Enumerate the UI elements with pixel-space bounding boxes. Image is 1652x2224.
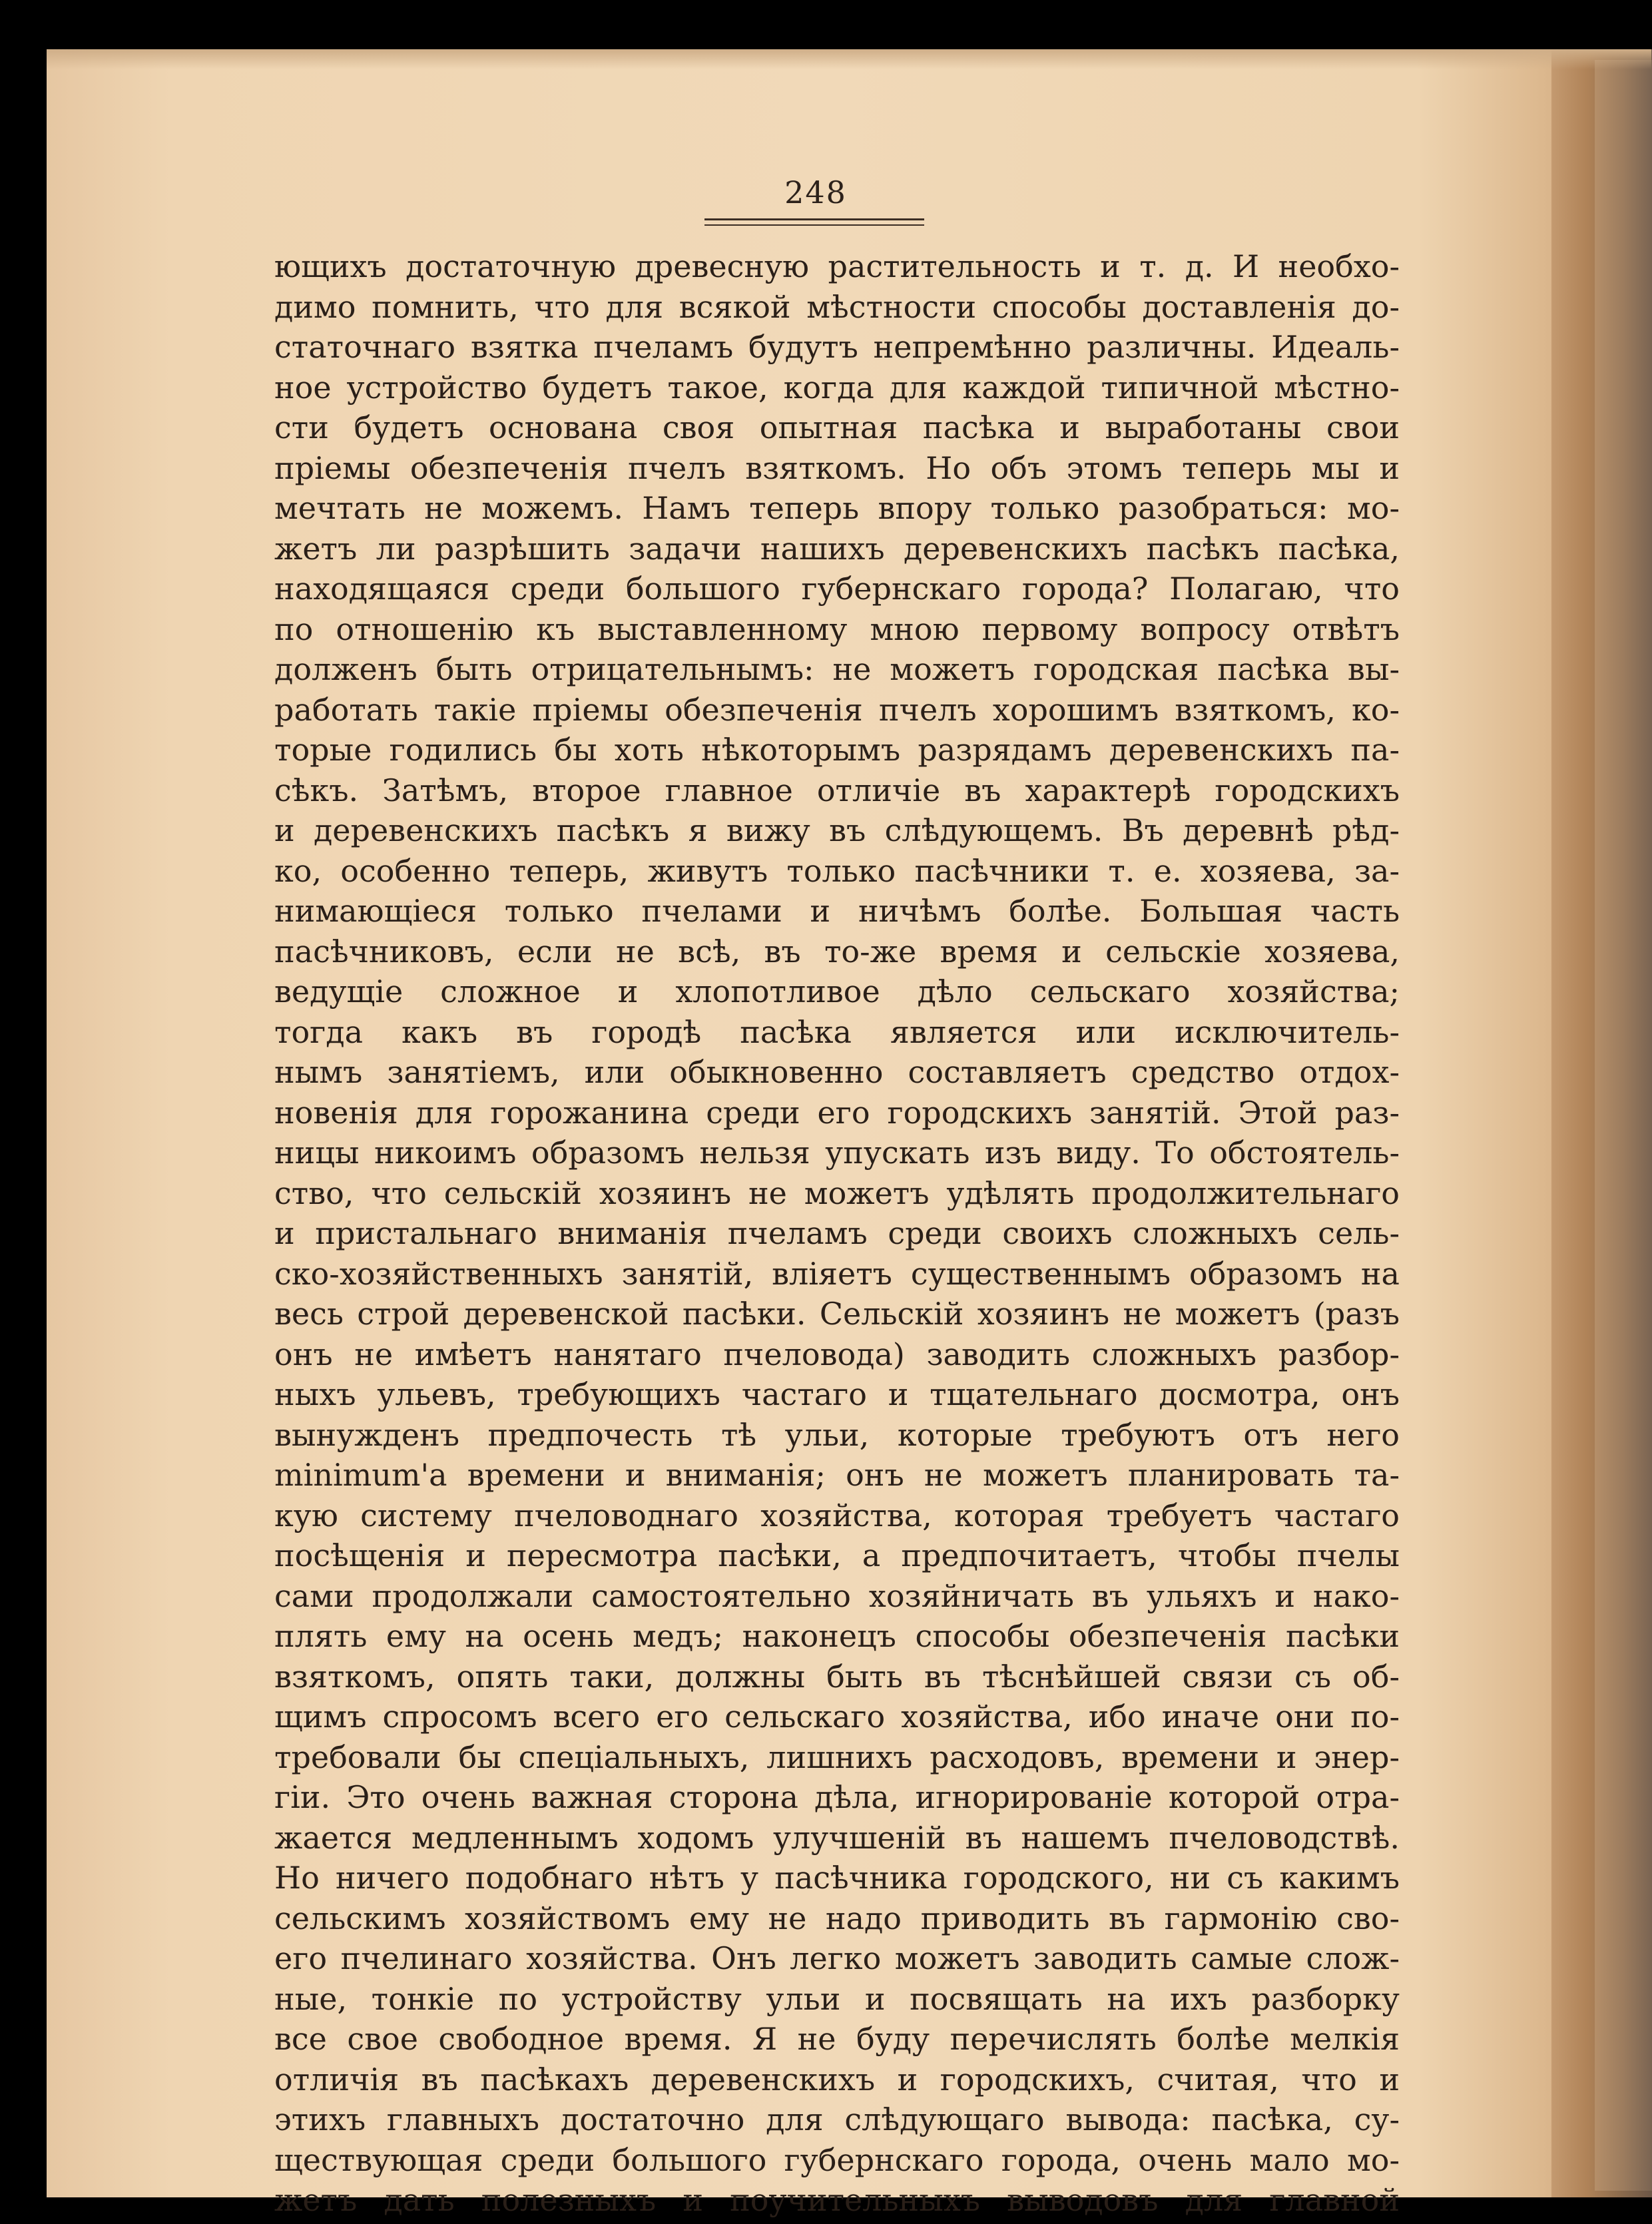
text-line: этихъ главныхъ достаточно для слѣдующаго вывода: пасѣка, су- <box>274 2101 1400 2137</box>
text-line: ство, что сельскій хозяинъ не можетъ удѣлять продолжительнаго <box>274 1175 1400 1211</box>
text-line: пріемы обезпеченія пчелъ взяткомъ. Но объ этомъ теперь мы и <box>274 449 1400 486</box>
text-line: minimum'а времени и вниманія; онъ не можетъ планировать та- <box>274 1457 1400 1493</box>
text-line: ко, особенно теперь, живутъ только пасѣчники т. е. хозяева, за- <box>274 852 1400 889</box>
text-line: ное устройство будетъ такое, когда для каждой типичной мѣстно- <box>274 369 1400 406</box>
body-text <box>274 246 1400 2221</box>
text-line: жается медленнымъ ходомъ улучшеній въ нашемъ пчеловодствѣ. <box>274 1819 1400 1856</box>
text-line: нымъ занятіемъ, или обыкновенно составляетъ средство отдох- <box>274 1054 1400 1090</box>
text-line: сти будетъ основана своя опытная пасѣка и выработаны свои <box>274 410 1400 445</box>
text-line: находящаяся среди большого губернскаго города? Полагаю, что <box>274 571 1400 607</box>
text-line: ществующая среди большого губернскаго города, очень мало мо- <box>274 2141 1400 2178</box>
text-line: тогда какъ въ городѣ пасѣка является или исключитель- <box>274 1013 1400 1050</box>
text-line: онъ не имѣетъ нанятаго пчеловода) заводить сложныхъ разбор- <box>274 1336 1400 1372</box>
header-rule <box>704 218 924 220</box>
text-line: мечтать не можемъ. Намъ теперь впору только разобраться: мо- <box>274 490 1400 526</box>
text-line: жетъ дать полезныхъ и поучительныхъ выводовъ для главной <box>274 2182 1400 2218</box>
text-line: ющихъ достаточную древесную растительность и т. д. И необхо- <box>274 248 1400 284</box>
text-line: сами продолжали самостоятельно хозяйничать въ ульяхъ и нако- <box>274 1577 1400 1614</box>
text-line: новенія для горожанина среди его городскихъ занятій. Этой раз- <box>274 1094 1400 1131</box>
header-rule-double <box>704 224 924 226</box>
text-line: все свое свободное время. Я не буду перечислять болѣе мелкія <box>274 2021 1400 2057</box>
text-line: работать такіе пріемы обезпеченія пчелъ хорошимъ взяткомъ, ко- <box>274 691 1400 728</box>
text-line: вынужденъ предпочесть тѣ ульи, которые требуютъ отъ него <box>274 1416 1400 1453</box>
text-line: отличія въ пасѣкахъ деревенскихъ и городскихъ, считая, что и <box>274 2061 1400 2097</box>
page-number: 248 <box>784 174 847 210</box>
text-line: долженъ быть отрицательнымъ: не можетъ городская пасѣка вы- <box>274 651 1400 687</box>
text-line: ницы никоимъ образомъ нельзя упускать изъ виду. То обстоятель- <box>274 1135 1400 1171</box>
text-line: плять ему на осень медъ; наконецъ способы обезпеченія пасѣки <box>274 1618 1400 1654</box>
text-line: ведущіе сложное и хлопотливое дѣло сельскаго хозяйства; <box>274 973 1400 1009</box>
text-line: ско-хозяйственныхъ занятій, вліяетъ существеннымъ образомъ на <box>274 1255 1400 1292</box>
top-edge-shadow <box>47 49 1651 69</box>
text-line: по отношенію къ выставленному мною первому вопросу отвѣтъ <box>274 611 1400 647</box>
text-line: требовали бы спеціальныхъ, лишнихъ расходовъ, времени и энер- <box>274 1739 1400 1775</box>
text-line: жетъ ли разрѣшить задачи нашихъ деревенскихъ пасѣкъ пасѣка, <box>274 530 1400 567</box>
text-line: его пчелинаго хозяйства. Онъ легко можетъ заводить самые слож- <box>274 1940 1400 1976</box>
text-line: взяткомъ, опять таки, должны быть въ тѣснѣйшей связи съ об- <box>274 1658 1400 1695</box>
text-line: статочнаго взятка пчеламъ будутъ непремѣнно различны. Идеаль- <box>274 329 1400 365</box>
text-line: сѣкъ. Затѣмъ, второе главное отличіе въ характерѣ городскихъ <box>274 772 1400 808</box>
next-page-edge <box>1595 60 1652 2191</box>
text-line: Но ничего подобнаго нѣтъ у пасѣчника городского, ни съ какимъ <box>274 1860 1400 1896</box>
text-line: посѣщенія и пересмотра пасѣки, а предпочитаетъ, чтобы пчелы <box>274 1537 1400 1573</box>
text-line: весь строй деревенской пасѣки. Сельскій хозяинъ не можетъ (разъ <box>274 1296 1400 1332</box>
text-line: щимъ спросомъ всего его сельскаго хозяйства, ибо иначе они по- <box>274 1699 1400 1735</box>
text-line: ныхъ ульевъ, требующихъ частаго и тщательнаго досмотра, онъ <box>274 1376 1400 1412</box>
text-line: нимающіеся только пчелами и ничѣмъ болѣе. Большая часть <box>274 893 1400 929</box>
text-line: и деревенскихъ пасѣкъ я вижу въ слѣдующемъ. Въ деревнѣ рѣд- <box>274 812 1400 848</box>
text-line: и пристальнаго вниманія пчеламъ среди своихъ сложныхъ сель- <box>274 1215 1400 1251</box>
text-line: димо помнить, что для всякой мѣстности способы доставленія до- <box>274 288 1400 325</box>
text-line: пасѣчниковъ, если не всѣ, въ то-же время и сельскіе хозяева, <box>274 933 1400 970</box>
text-line: сельскимъ хозяйствомъ ему не надо приводить въ гармонію сво- <box>274 1900 1400 1936</box>
text-line: торые годились бы хоть нѣкоторымъ разрядамъ деревенскихъ па- <box>274 732 1400 768</box>
text-line: кую систему пчеловоднаго хозяйства, которая требуетъ частаго <box>274 1497 1400 1533</box>
text-line: ные, тонкіе по устройству ульи и посвящать на ихъ разборку <box>274 1980 1400 2017</box>
text-line: гіи. Это очень важная сторона дѣла, игнорированіе которой отра- <box>274 1779 1400 1815</box>
